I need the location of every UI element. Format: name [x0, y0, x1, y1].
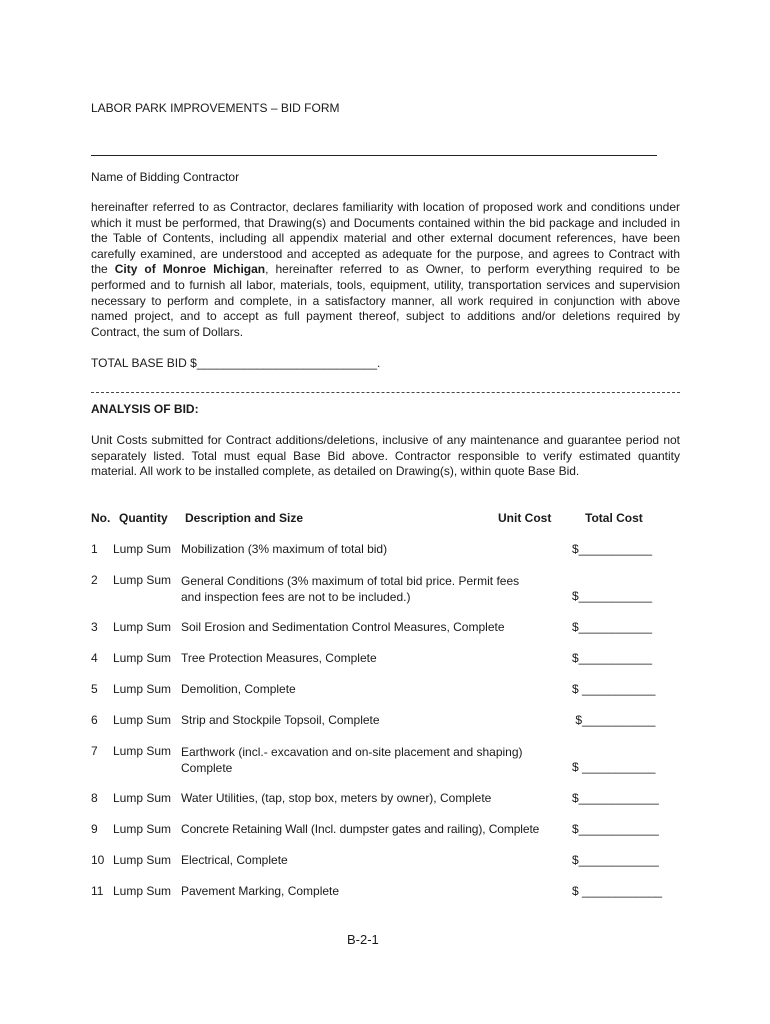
row-quantity: Lump Sum: [113, 822, 172, 836]
row-total-cost[interactable]: $ ____________: [572, 884, 663, 898]
header-total-cost: Total Cost: [585, 511, 643, 525]
row-no: 8: [91, 791, 98, 805]
row-description: Mobilization (3% maximum of total bid): [181, 542, 388, 556]
row-no: 7: [91, 744, 98, 758]
row-description: Pavement Marking, Complete: [181, 884, 340, 898]
row-total-cost[interactable]: $____________: [572, 853, 659, 867]
row-total-cost[interactable]: $____________: [572, 822, 659, 836]
row-quantity: Lump Sum: [113, 713, 172, 727]
row-no: 5: [91, 682, 98, 696]
row-total-cost[interactable]: $___________: [572, 589, 653, 603]
row-total-cost[interactable]: $___________: [572, 713, 656, 727]
row-no: 2: [91, 573, 98, 587]
row-no: 9: [91, 822, 98, 836]
header-quantity: Quantity: [119, 511, 168, 525]
header-unit-cost: Unit Cost: [498, 511, 552, 525]
row-quantity: Lump Sum: [113, 884, 172, 898]
row-total-cost[interactable]: $___________: [572, 620, 653, 634]
row-quantity: Lump Sum: [113, 682, 172, 696]
row-total-cost[interactable]: $ ___________: [572, 682, 656, 696]
row-quantity: Lump Sum: [113, 573, 172, 587]
analysis-paragraph: Unit Costs submitted for Contract additions/deletions, inclusive of any maintenance and guarantee period not separately listed. Total must equal Base Bid above. Contractor responsible to verify estimated quantity material. All work to be installed complete, as detailed on Drawing(s), within quote Base Bid.: [91, 433, 680, 479]
section-divider: [91, 392, 680, 393]
form-title: LABOR PARK IMPROVEMENTS – BID FORM: [91, 101, 340, 115]
row-no: 10: [91, 853, 105, 867]
header-description: Description and Size: [185, 511, 304, 525]
contractor-name-label: Name of Bidding Contractor: [91, 170, 240, 184]
row-description: Electrical, Complete: [181, 853, 288, 867]
row-quantity: Lump Sum: [113, 620, 172, 634]
analysis-heading: ANALYSIS OF BID:: [91, 402, 199, 416]
row-description: Soil Erosion and Sedimentation Control Measures, Complete: [181, 620, 505, 634]
owner-name: City of Monroe Michigan: [114, 262, 266, 277]
row-total-cost[interactable]: $___________: [572, 542, 653, 556]
row-quantity: Lump Sum: [113, 853, 172, 867]
row-no: 11: [91, 884, 104, 898]
declaration-text-after: , hereinafter referred to as Owner, to perform everything required to be performed and to furnish all labor, materials, tools, equipment, utility, transportation services and supervision necessary to perform and complete, in a satisfactory manner, all work required in conjunction with above named project, and to accept as full payment thereof, subject to additions and/or deletions required by Contract, the sum of Dollars.: [91, 262, 680, 339]
row-quantity: Lump Sum: [113, 651, 172, 665]
row-description: Tree Protection Measures, Complete: [181, 651, 377, 665]
row-total-cost[interactable]: $___________: [572, 651, 653, 665]
total-base-bid[interactable]: TOTAL BASE BID $___________________________.: [91, 356, 381, 370]
row-description: Earthwork (incl.- excavation and on-site placement and shaping) Complete: [181, 745, 523, 775]
row-quantity: Lump Sum: [113, 542, 172, 556]
row-no: 3: [91, 620, 98, 634]
row-description: Water Utilities, (tap, stop box, meters by owner), Complete: [181, 791, 492, 805]
row-no: 4: [91, 651, 98, 665]
declaration-paragraph: [91, 200, 680, 340]
row-quantity: Lump Sum: [113, 791, 172, 805]
header-no: No.: [91, 511, 111, 525]
row-description: Strip and Stockpile Topsoil, Complete: [181, 713, 380, 727]
row-total-cost[interactable]: $____________: [572, 791, 659, 805]
row-description: Demolition, Complete: [181, 682, 296, 696]
row-description: General Conditions (3% maximum of total bid price. Permit fees and inspection fees are not to be included.): [181, 574, 520, 604]
row-no: 6: [91, 713, 98, 727]
row-total-cost[interactable]: $ ___________: [572, 760, 656, 774]
declaration-text-before: hereinafter referred to as Contractor, declares familiarity with location of proposed work and conditions under which it must be performed, that Drawing(s) and Documents contained within the bid package and included in the Table of Contents, including all appendix material and other external document references, have been carefully examined, are understood and accepted as adequate for the purpose, and agrees to Contract with the: [91, 200, 680, 277]
row-no: 1: [91, 542, 98, 556]
page-number: B-2-1: [347, 932, 379, 947]
row-quantity: Lump Sum: [113, 744, 172, 758]
row-description: Concrete Retaining Wall (Incl. dumpster gates and railing), Complete: [181, 822, 540, 836]
contractor-name-line[interactable]: [91, 155, 657, 156]
